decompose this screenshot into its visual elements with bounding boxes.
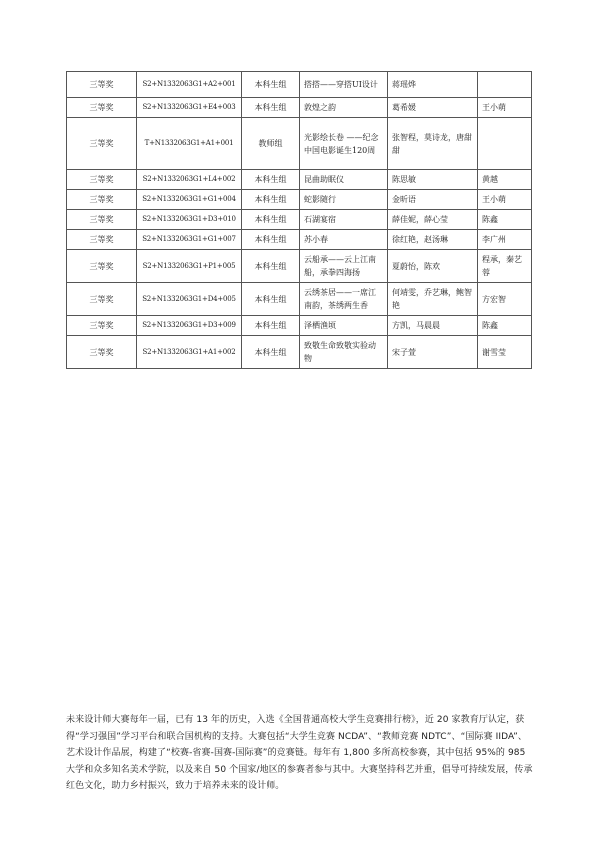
members-cell: 张智程，莫诗龙，唐甜甜 (388, 118, 478, 170)
title-cell: 蛇影随行 (300, 190, 388, 210)
table-row (67, 118, 532, 170)
award-cell: 三等奖 (67, 98, 137, 118)
award-cell: 三等奖 (67, 72, 137, 98)
award-cell: 三等奖 (67, 190, 137, 210)
title-cell: 致敬生命致敬实验动物 (300, 336, 388, 369)
members-cell: 陈思敏 (388, 170, 478, 190)
competition-description: 未来设计师大赛每年一届，已有 13 年的历史，入选《全国普通高校大学生竞赛排行榜》，近 20 家教育厅认定，获得“学习强国”学习平台和联合国机构的支持。大赛包括“大学生竞赛 NCDA”、“教师竞赛 NDTC”、“国际赛 IIDA”、艺术设计作品展，构建了“校赛-省赛-国赛-国际赛”的竞赛链。每年有 1,800 多所高校参赛，其中包括 95%的 985 大学和众多知名美术学院，以及来自 50 个国家/地区的参赛者参与其中。大赛坚持科艺并重，倡导可持续发展，传承红色文化，助力乡村振兴，致力于培养未来的设计师。 (66, 715, 533, 791)
members-cell: 徐红艳，赵汤琳 (388, 230, 478, 250)
table-row (67, 98, 532, 118)
award-cell: 三等奖 (67, 336, 137, 369)
table-row (67, 230, 532, 250)
advisor-cell: 方宏智 (478, 283, 532, 316)
advisor-cell: 黄越 (478, 170, 532, 190)
advisor-cell: 谢雪莹 (478, 336, 532, 369)
award-cell: 三等奖 (67, 210, 137, 230)
members-cell: 夏蔚怡，陈欢 (388, 250, 478, 283)
table-row (67, 283, 532, 316)
advisor-cell (478, 118, 532, 170)
advisor-cell: 陈鑫 (478, 210, 532, 230)
group-cell: 教师组 (242, 118, 300, 170)
members-cell: 宋子萱 (388, 336, 478, 369)
title-cell: 云船承——云上江南船，承拳四海扬 (300, 250, 388, 283)
award-cell: 三等奖 (67, 283, 137, 316)
members-cell: 何靖雯，乔艺琳，鲍智艳 (388, 283, 478, 316)
award-cell: 三等奖 (67, 316, 137, 336)
title-cell: 光影绘长卷 ——纪念中国电影诞生120周 (300, 118, 388, 170)
title-cell: 苏小春 (300, 230, 388, 250)
group-cell: 本科生组 (242, 210, 300, 230)
table-row (67, 250, 532, 283)
award-cell: 三等奖 (67, 250, 137, 283)
title-cell: 泽栖渔顷 (300, 316, 388, 336)
code-cell: S2+N1332063G1+E4+003 (137, 98, 242, 118)
code-cell: S2+N1332063G1+D3+010 (137, 210, 242, 230)
members-cell: 蒋瑶烨 (388, 72, 478, 98)
members-cell: 薛佳妮，薛心莹 (388, 210, 478, 230)
group-cell: 本科生组 (242, 98, 300, 118)
title-cell: 昆曲助眠仪 (300, 170, 388, 190)
members-cell: 金昕语 (388, 190, 478, 210)
advisor-cell: 王小萌 (478, 190, 532, 210)
title-cell: 石湖宴宿 (300, 210, 388, 230)
group-cell: 本科生组 (242, 230, 300, 250)
table-row (67, 336, 532, 369)
award-cell: 三等奖 (67, 170, 137, 190)
code-cell: S2+N1332063G1+L4+002 (137, 170, 242, 190)
code-cell: S2+N1332063G1+A2+001 (137, 72, 242, 98)
title-cell: 敦煌之韵 (300, 98, 388, 118)
table-row (67, 210, 532, 230)
code-cell: S2+N1332063G1+G1+004 (137, 190, 242, 210)
advisor-cell: 陈鑫 (478, 316, 532, 336)
group-cell: 本科生组 (242, 283, 300, 316)
group-cell: 本科生组 (242, 316, 300, 336)
code-cell: S2+N1332063G1+A1+002 (137, 336, 242, 369)
code-cell: S2+N1332063G1+P1+005 (137, 250, 242, 283)
group-cell: 本科生组 (242, 190, 300, 210)
group-cell: 本科生组 (242, 336, 300, 369)
table-row (67, 170, 532, 190)
code-cell: S2+N1332063G1+D4+005 (137, 283, 242, 316)
members-cell: 方凯，马晨晨 (388, 316, 478, 336)
members-cell: 葛希媛 (388, 98, 478, 118)
table-row (67, 190, 532, 210)
table-row (67, 316, 532, 336)
title-cell: 搭搭——穿搭UI设计 (300, 72, 388, 98)
advisor-cell: 李广州 (478, 230, 532, 250)
award-cell: 三等奖 (67, 230, 137, 250)
award-cell: 三等奖 (67, 118, 137, 170)
table-row (67, 72, 532, 98)
awards-table-body (67, 72, 532, 369)
advisor-cell (478, 72, 532, 98)
code-cell: S2+N1332063G1+D3+009 (137, 316, 242, 336)
group-cell: 本科生组 (242, 72, 300, 98)
title-cell: 云绣茶居——一席江南韵，茶绣两生香 (300, 283, 388, 316)
code-cell: T+N1332063G1+A1+001 (137, 118, 242, 170)
code-cell: S2+N1332063G1+G1+007 (137, 230, 242, 250)
group-cell: 本科生组 (242, 250, 300, 283)
advisor-cell: 王小萌 (478, 98, 532, 118)
advisor-cell: 程承，秦艺蓉 (478, 250, 532, 283)
group-cell: 本科生组 (242, 170, 300, 190)
awards-table (66, 71, 532, 369)
